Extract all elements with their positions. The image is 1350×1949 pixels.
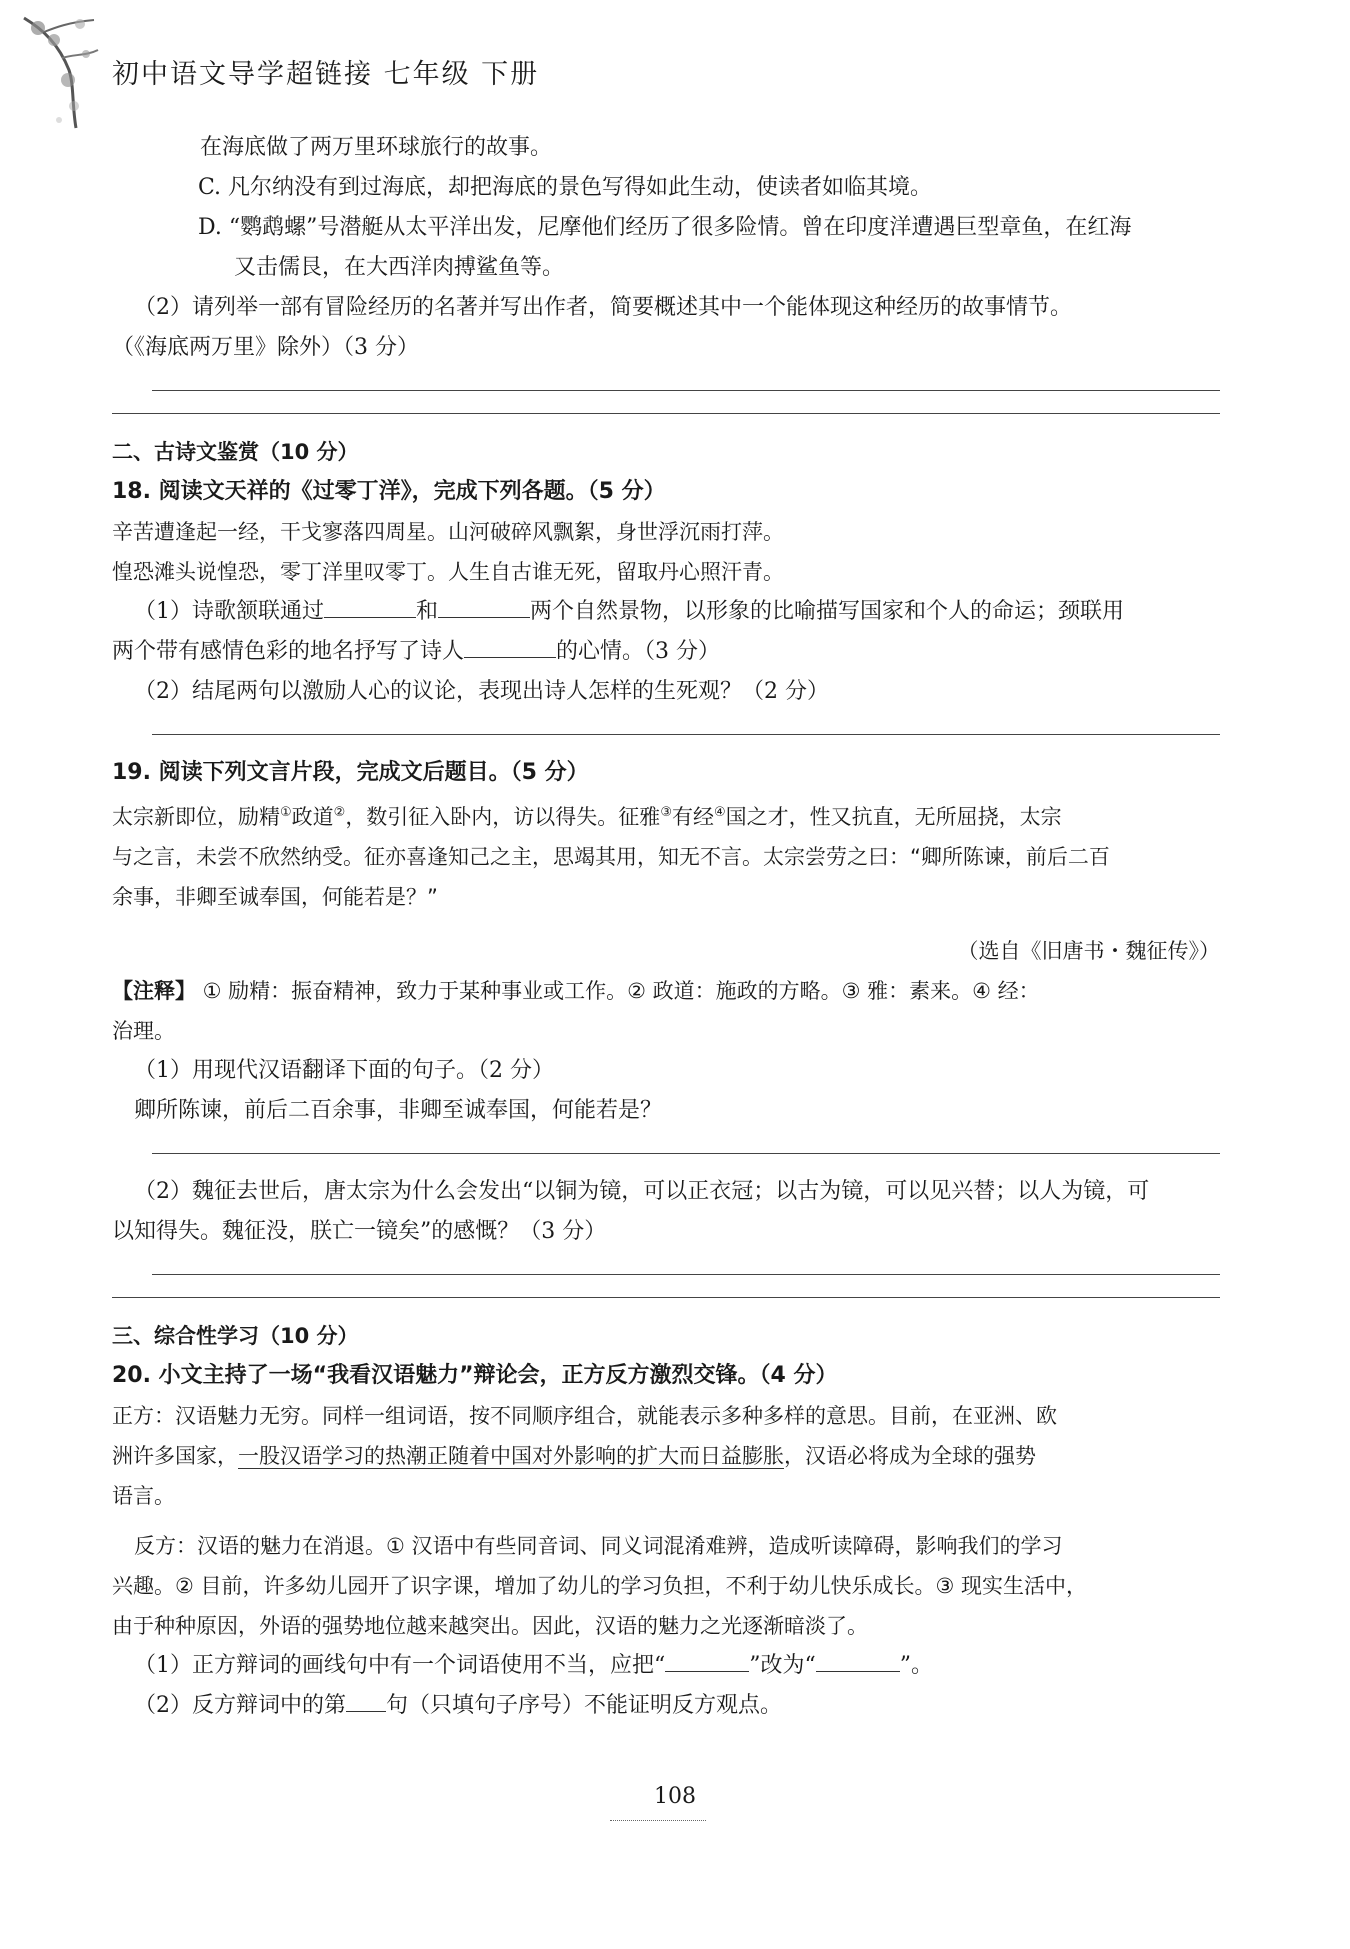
text-source: （选自《旧唐书・魏征传》） <box>957 939 1220 963</box>
fill-blank[interactable] <box>464 635 556 658</box>
pro-side-line2 <box>112 1436 1220 1476</box>
option-c: C. 凡尔纳没有到过海底，却把海底的景色写得如此生动，使读者如临其境。 <box>198 175 933 200</box>
classical-text-line1 <box>112 793 1220 837</box>
option-d-line2: 又击儒艮，在大西洋肉搏鲨鱼等。 <box>234 255 565 280</box>
answer-line[interactable] <box>152 390 1220 391</box>
footnote-marker: ④ <box>713 805 726 820</box>
q18-part1-text-e: 的心情。（3 分） <box>556 639 721 664</box>
pro-side-segment: ，汉语必将成为全球的强势 <box>784 1444 1036 1468</box>
fill-blank[interactable] <box>438 595 530 618</box>
fill-blank[interactable] <box>665 1649 749 1672</box>
q20-part2 <box>112 1686 1220 1726</box>
classical-text-segment: ，数引征入卧内，访以得失。征雅 <box>345 805 661 829</box>
footnote-marker: ① <box>280 805 292 820</box>
option-d-line1: D. “鹦鹉螺”号潜艇从太平洋出发，尼摩他们经历了很多险情。曾在印度洋遭遇巨型章鱼，在红海 <box>198 215 1132 240</box>
poem-line-1: 辛苦遭逢起一经，干戈寥落四周星。山河破碎风飘絮，身世浮沉雨打萍。 <box>112 520 784 544</box>
page-content <box>112 128 1220 1726</box>
section-heading-integrated-learning: 三、综合性学习（10 分） <box>112 1324 359 1348</box>
pro-side-line1: 正方：汉语魅力无穷。同样一组词语，按不同顺序组合，就能表示多种多样的意思。目前，在亚洲、欧 <box>112 1404 1057 1428</box>
q18-part1-text-d: 两个带有感情色彩的地名抒写了诗人 <box>112 639 465 664</box>
q17-part2-line2: （《海底两万里》除外）（3 分） <box>112 335 419 360</box>
pro-side-line3: 语言。 <box>112 1484 175 1508</box>
annotation-line1 <box>112 971 1220 1011</box>
con-side-line3: 由于种种原因，外语的强势地位越来越突出。因此，汉语的魅力之光逐渐暗淡了。 <box>112 1614 868 1638</box>
underlined-sentence: 一股汉语学习的热潮正随着中国对外影响的扩大而日益膨胀 <box>238 1444 784 1468</box>
question-18-title: 18. 阅读文天祥的《过零丁洋》，完成下列各题。（5 分） <box>112 479 666 504</box>
pro-side-segment: 洲许多国家， <box>112 1444 238 1468</box>
answer-line[interactable] <box>152 1274 1220 1275</box>
con-side-line2: 兴趣。② 目前，许多幼儿园开了识字课，增加了幼儿的学习负担，不利于幼儿快乐成长。③ 现实生活中， <box>112 1574 1087 1598</box>
classical-text-segment: 太宗新即位，励精 <box>112 805 280 829</box>
q20-part2-text: （2）反方辩词中的第 <box>134 1693 346 1718</box>
classical-text-line3: 余事，非卿至诚奉国，何能若是？” <box>112 885 438 909</box>
q18-part1-text-c: 两个自然景物，以形象的比喻描写国家和个人的命运；颈联用 <box>530 599 1125 624</box>
q20-part1-text: ”。 <box>899 1653 933 1678</box>
fill-blank[interactable] <box>346 1689 386 1712</box>
classical-text-segment: 政道 <box>291 805 334 829</box>
answer-line[interactable] <box>112 1297 1220 1298</box>
q20-part1 <box>112 1646 1220 1686</box>
footnote-marker: ② <box>333 805 346 820</box>
q19-part2-line2: 以知得失。魏征没，朕亡一镜矣”的感慨？（3 分） <box>112 1219 607 1244</box>
page-number: 108 <box>654 1784 696 1809</box>
answer-line[interactable] <box>112 413 1220 414</box>
question-19-title: 19. 阅读下列文言片段，完成文后题目。（5 分） <box>112 760 589 785</box>
page-number-dots <box>610 1820 706 1821</box>
q20-part2-text: 句（只填句子序号）不能证明反方观点。 <box>386 1693 783 1718</box>
q18-part1-line2 <box>112 632 1220 672</box>
annotation-line2: 治理。 <box>112 1019 175 1043</box>
q18-part1-text-b: 和 <box>416 599 439 624</box>
fill-blank[interactable] <box>324 595 416 618</box>
classical-text-segment: 有经 <box>671 805 714 829</box>
section-heading-classical-poetry: 二、古诗文鉴赏（10 分） <box>112 440 359 464</box>
q20-part1-text: ”改为“ <box>749 1653 816 1678</box>
q18-part1-text-a: （1）诗歌颔联通过 <box>134 599 324 624</box>
q19-part1-sentence: 卿所陈谏，前后二百余事，非卿至诚奉国，何能若是？ <box>134 1098 663 1123</box>
answer-line[interactable] <box>152 734 1220 735</box>
classical-text-line2: 与之言，未尝不欣然纳受。征亦喜逢知己之主，思竭其用，知无不言。太宗尝劳之曰：“卿所陈谏，前后二百 <box>112 845 1110 869</box>
q20-part1-text: （1）正方辩词的画线句中有一个词语使用不当，应把“ <box>134 1653 666 1678</box>
annotation-text: ① 励精：振奋精神，致力于某种事业或工作。② 政道：施政的方略。③ 雅：素来。④ 经： <box>196 979 1040 1003</box>
q18-part2: （2）结尾两句以激励人心的议论，表现出诗人怎样的生死观？（2 分） <box>134 679 829 704</box>
footnote-marker: ③ <box>660 805 672 820</box>
annotation-label: 【注释】 <box>112 979 196 1003</box>
book-header-title: 初中语文导学超链接 七年级 下册 <box>112 59 540 90</box>
classical-text-segment: 国之才，性又抗直，无所屈挠，太宗 <box>725 805 1062 829</box>
q18-part1-line1 <box>112 592 1220 632</box>
q19-part1: （1）用现代汉语翻译下面的句子。（2 分） <box>134 1058 554 1083</box>
plum-blossom-ink-painting-icon <box>14 10 104 140</box>
con-side-line1: 反方：汉语的魅力在消退。① 汉语中有些同音词、同义词混淆难辨，造成听读障碍，影响我们的学习 <box>134 1534 1063 1558</box>
option-b-continued: 在海底做了两万里环球旅行的故事。 <box>200 135 553 160</box>
q17-part2-line1: （2）请列举一部有冒险经历的名著并写出作者，简要概述其中一个能体现这种经历的故事情节。 <box>134 295 1073 320</box>
fill-blank[interactable] <box>816 1649 900 1672</box>
poem-line-2: 惶恐滩头说惶恐，零丁洋里叹零丁。人生自古谁无死，留取丹心照汗青。 <box>112 560 784 584</box>
answer-line[interactable] <box>152 1153 1220 1154</box>
question-20-title: 20. 小文主持了一场“我看汉语魅力”辩论会，正方反方激烈交锋。（4 分） <box>112 1363 838 1388</box>
q19-part2-line1: （2）魏征去世后，唐太宗为什么会发出“以铜为镜，可以正衣冠；以古为镜，可以见兴替；以人为镜，可 <box>134 1179 1150 1204</box>
